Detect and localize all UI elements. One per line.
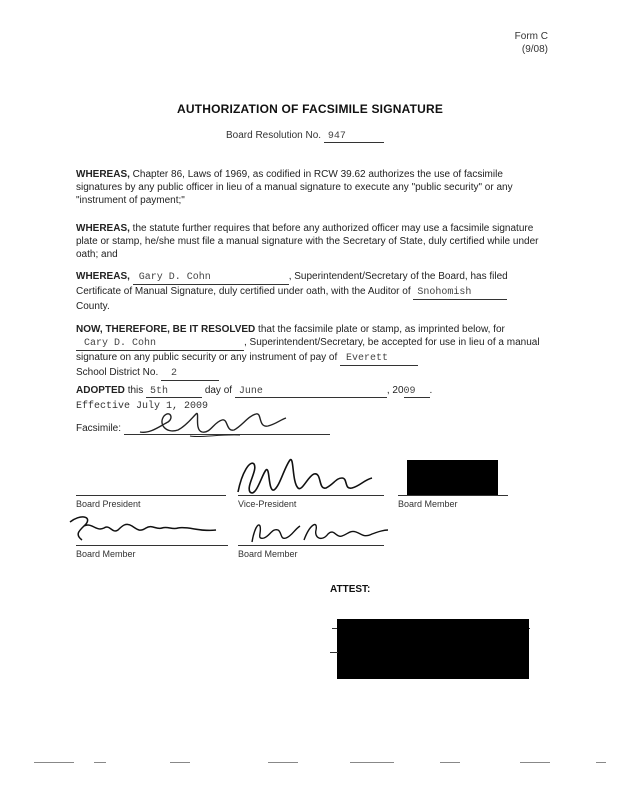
resolved-lead: NOW, THEREFORE, BE IT RESOLVED	[76, 324, 256, 335]
board-member-label-2: Board Member	[76, 549, 136, 559]
county-field: Snohomish	[413, 286, 507, 300]
paragraph-text: Chapter 86, Laws of 1969, as codified in RCW 39.62 authorizes the use of facsimile signatures by any public officer in lieu of a manual signature to execute any "public security" or any "instrument of payment;"	[76, 169, 513, 206]
board-member-label-1: Board Member	[398, 499, 458, 509]
attest-label: ATTEST:	[330, 584, 371, 595]
adopted-line: ADOPTED this 5th day of June , 2009 .	[76, 385, 433, 397]
board-member-line-1	[398, 495, 508, 496]
whereas-lead: WHEREAS,	[76, 169, 130, 180]
board-president-label: Board President	[76, 499, 141, 509]
adopted-year-field: 09	[404, 386, 430, 398]
paragraph-text: that the facsimile plate or stamp, as imprinted below, for	[255, 324, 505, 335]
whereas-lead: WHEREAS,	[76, 271, 130, 282]
paragraph-text: , Superintendent/Secretary, be accepted for use in lieu of a manual signature on any public security or any instrument of pay of	[76, 337, 540, 363]
scan-artifact	[596, 762, 606, 763]
paragraph-text: , Superintendent/Secretary of the Board, has filed Certificate of Manual Signature, duly certified under oath, with the Auditor of	[76, 271, 508, 297]
scan-artifact	[268, 762, 298, 763]
adopted-year-prefix: 20	[392, 385, 404, 396]
scan-artifact	[350, 762, 394, 763]
scan-artifact	[94, 762, 106, 763]
vice-president-line	[238, 495, 384, 496]
adopted-day-of: day of	[204, 385, 233, 396]
form-number: Form C	[514, 31, 548, 42]
whereas-paragraph-1	[76, 168, 546, 207]
board-member-signature-3	[244, 516, 394, 548]
superintendent-name-field: Gary D. Cohn	[133, 271, 289, 285]
district-number-field: 2	[161, 367, 219, 381]
facsimile-name-field: Cary D. Cohn	[76, 337, 244, 351]
whereas-paragraph-3	[76, 270, 546, 313]
adopted-this: this	[127, 385, 144, 396]
board-member-signature-2	[66, 512, 226, 546]
paragraph-text: the statute further requires that before any authorized officer may use a facsimile signature plate or stamp, he/she must file a manual signature with the Secretary of State, duly certified while under oath; and	[76, 223, 539, 260]
board-member-line-3	[238, 545, 384, 546]
board-member-line-2	[76, 545, 228, 546]
whereas-lead: WHEREAS,	[76, 223, 130, 234]
paragraph-text-end: County.	[76, 301, 110, 312]
scan-artifact	[34, 762, 74, 763]
resolution-number: 947	[324, 131, 384, 143]
whereas-paragraph-2	[76, 222, 546, 261]
board-resolution	[226, 130, 384, 143]
scan-artifact	[170, 762, 190, 763]
form-date: (9/08)	[521, 44, 548, 55]
board-member-label-3: Board Member	[238, 549, 298, 559]
attest-line-stub	[330, 652, 338, 653]
resolved-paragraph	[76, 323, 546, 381]
board-president-line	[76, 495, 226, 496]
effective-date-stamp: Effective July 1, 2009	[76, 401, 209, 412]
paragraph-text-end: School District No.	[76, 367, 159, 378]
form-identifier	[515, 30, 548, 56]
page-title: AUTHORIZATION OF FACSIMILE SIGNATURE	[176, 102, 444, 116]
resolution-label: Board Resolution No.	[226, 130, 322, 141]
adopted-month-field: June	[235, 386, 387, 398]
vice-president-label: Vice-President	[238, 499, 297, 509]
redacted-attest-signature	[337, 619, 529, 679]
redacted-signature	[407, 460, 498, 496]
adopted-lead: ADOPTED	[76, 385, 125, 396]
facsimile-signature	[130, 404, 290, 444]
scan-artifact	[440, 762, 460, 763]
scan-artifact	[520, 762, 550, 763]
facsimile-label: Facsimile:	[76, 423, 122, 434]
district-name-field: Everett	[340, 352, 418, 366]
adopted-day-field: 5th	[146, 386, 202, 398]
